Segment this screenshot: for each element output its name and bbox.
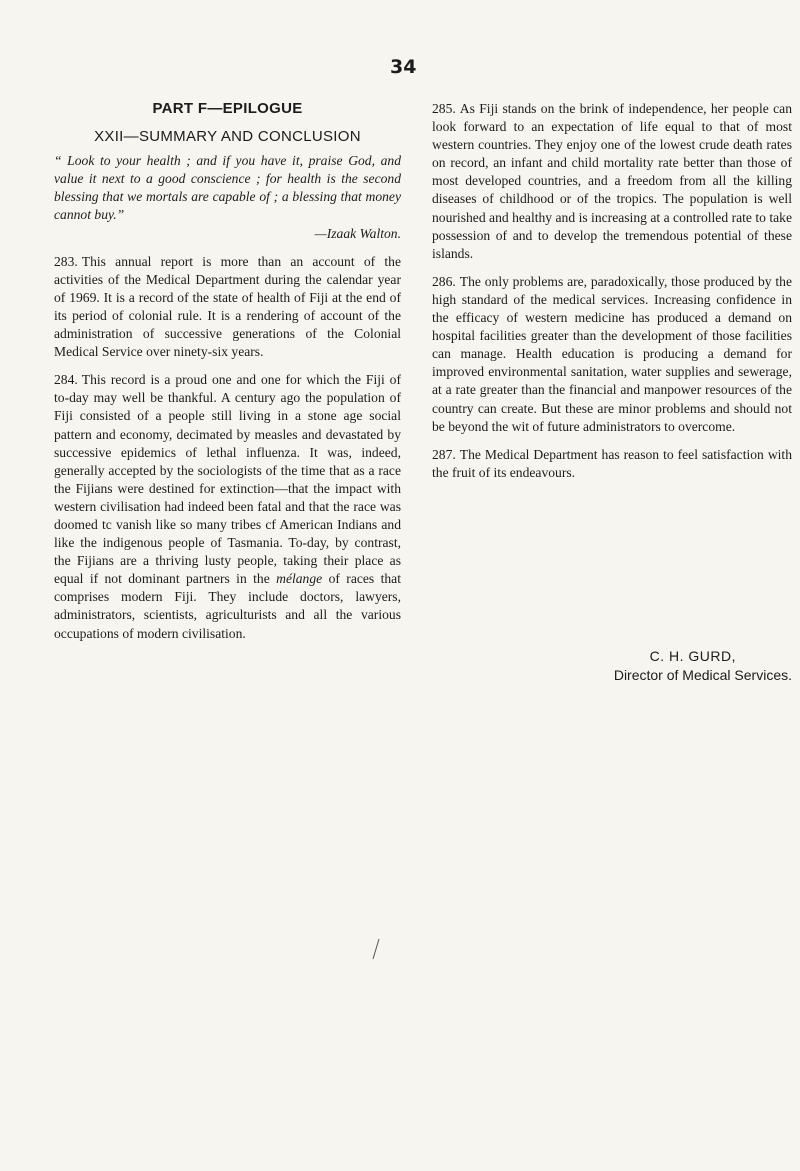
- paragraph-text: This record is a proud one and one for which the Fiji of to-day may well be thankful. A century ago the population of Fiji consisted of a people still living in a stone age social pattern and economy, decimated by measles and devastated by successive epidemics of lethal influenza. It was, indeed, generally accepted by the sociologists of the time that as a race the Fijians were destined for extinction—that the impact with western civilisation had indeed been fatal and that the race was doomed tc vanish like so many tribes cf American Indians and like the indigenous people of Tasmania. To-day, by contrast, the Fijians are a thriving lusty people, taking their place as equal if not dominant partners in the: [54, 372, 401, 587]
- left-column: [54, 100, 401, 653]
- paragraph-287: [432, 446, 792, 482]
- stray-pen-mark: [371, 938, 381, 960]
- paragraph-text: This annual report is more than an account of the activities of the Medical Department during the calendar year of 1969. It is a record of the state of health of Fiji at the end of its period of colonial rule. It is a rendering of account of the administration of successive generations of the Colonial Medical Service over ninety-six years.: [54, 253, 401, 360]
- paragraph-text-continued: of races that comprises modern Fiji. They include doctors, lawyers, administrators, scientists, agriculturists and all the various occupations of modern civilisation.: [54, 571, 401, 641]
- epigraph-quote: “ Look to your health ; and if you have it, praise God, and value it next to a good conscience ; for health is the second blessing that we mortals are capable of ; a blessing that money cannot buy.”: [54, 153, 401, 223]
- epigraph-attribution: —Izaak Walton.: [314, 225, 401, 241]
- paragraph-285: [432, 100, 792, 263]
- paragraph-number: 284.: [54, 372, 78, 388]
- paragraph-286: [432, 273, 792, 436]
- section-title: XXII—SUMMARY AND CONCLUSION: [94, 128, 361, 146]
- emphasized-word: mélange: [276, 571, 323, 587]
- paragraph-number: 287.: [432, 446, 456, 462]
- signatory-name: C. H. GURD,: [649, 648, 736, 664]
- paragraph-text: The Medical Department has reason to feel satisfaction with the fruit of its endeavours.: [432, 446, 792, 480]
- part-title: PART F—EPILOGUE: [152, 100, 303, 117]
- right-column: [432, 100, 792, 492]
- paragraph-number: 285.: [432, 101, 456, 116]
- paragraph-number: 283.: [54, 253, 78, 269]
- paragraph-text: As Fiji stands on the brink of independence, her people can look forward to an expectation of life equal to that of most western countries. They enjoy one of the lowest crude death rates on record, an infant and child mortality rate better than those of most developed countries, and a freedom from all the killing diseases of childhood or of the tropics. The population is well nourished and healthy and is increasing at a controlled rate to take possession of and to develop the tremendous potential of these islands.: [432, 101, 792, 261]
- page-number: 34: [390, 56, 417, 78]
- paragraph-283: [54, 253, 401, 362]
- signature-block: [432, 647, 792, 684]
- paragraph-text: The only problems are, paradoxically, those produced by the high standard of the medical services. Increasing confidence in the efficacy of western medicine has produced a demand on hospital facilities greater than the development of those facilities can manage. Health education is producing a demand for improved environmental sanitation, water supplies and sewerage, at a rate greater than the financial and manpower resources of the country can create. But these are minor problems and should not be beyond the wit of future administrators to overcome.: [432, 273, 792, 434]
- paragraph-284: [54, 371, 401, 642]
- signatory-title: Director of Medical Services.: [613, 666, 792, 683]
- paragraph-number: 286.: [432, 273, 456, 289]
